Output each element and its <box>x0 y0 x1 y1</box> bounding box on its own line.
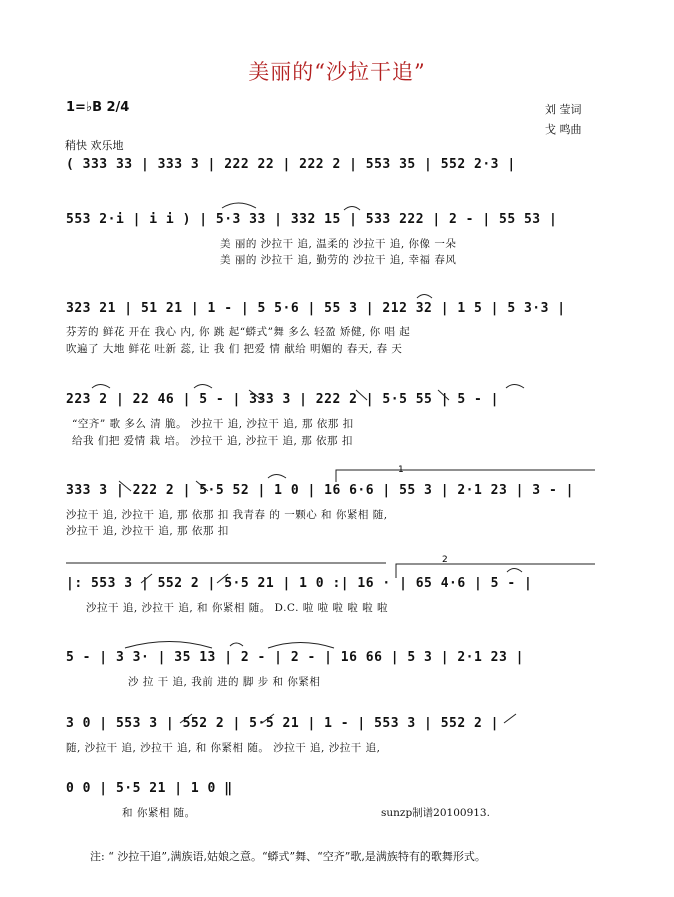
glissando-mark <box>141 574 152 583</box>
slur <box>194 385 212 389</box>
glissando-mark <box>504 714 516 723</box>
lyrics-row-2-verse-1: 美 丽的 沙拉干 追, 温柔的 沙拉干 追, 你像 一朵 <box>220 238 457 250</box>
glissando-mark <box>180 714 192 723</box>
lyrics-row-8: 随, 沙拉干 追, 沙拉干 追, 和 你紧相 随。 沙拉干 追, 沙拉干 追, <box>66 742 381 754</box>
notation-row-3: 323 21 | 51 21 | 1 - | 5 5·6 | 55 3 | 212 32 | 1 5 | 5 3·3 | <box>66 301 566 316</box>
glissando-mark <box>217 574 228 583</box>
notation-row-2: 553 2·i | i i ) | 5·3 33 | 332 15 | 533 222 | 2 - | 55 53 | <box>66 212 558 227</box>
glissando-mark <box>262 714 274 723</box>
notation-row-9: 0 0 | 5·5 21 | 1 0 ‖ <box>66 781 233 796</box>
notation-row-7: 5 - | 3 3· | 35 13 | 2 - | 2 - | 16 66 | 5 3 | 2·1 23 | <box>66 650 524 665</box>
slur <box>92 385 110 389</box>
volta-2-bracket <box>396 564 595 578</box>
notation-row-8: 3 0 | 553 3 | 552 2 | 5·5 21 | 1 - | 553 3 | 552 2 | <box>66 716 499 731</box>
slur <box>230 643 243 646</box>
transcriber-signature: sunzp制谱20100913. <box>381 807 490 819</box>
slur <box>344 207 360 211</box>
composer-credit: 戈 鸣曲 <box>545 123 582 136</box>
volta-2-number: 2 <box>442 555 448 565</box>
lyrics-row-5-verse-1: 沙拉干 追, 沙拉干 追, 那 依那 扣 我青春 的 一颗心 和 你紧相 随, <box>66 509 388 521</box>
tempo-marking: 稍快 欢乐地 <box>65 139 124 152</box>
slur <box>125 642 212 649</box>
glissando-mark <box>119 481 131 491</box>
slur <box>268 643 334 649</box>
notation-row-5: 333 3 | 222 2 | 5·5 52 | 1 0 | 16 6·6 | 55 3 | 2·1 23 | 3 - | <box>66 483 574 498</box>
lyrics-row-6: 沙拉干 追, 沙拉干 追, 和 你紧相 随。 D.C. 啦 啦 啦 啦 啦 啦 <box>86 602 388 614</box>
key-signature: 1=♭B 2/4 <box>66 100 130 115</box>
song-title: 美丽的“沙拉干追” <box>248 60 426 84</box>
notation-row-1: ( 333 33 | 333 3 | 222 22 | 222 2 | 553 35 | 552 2·3 | <box>66 157 516 172</box>
notation-row-4: 223 2 | 22 46 | 5 - | 333 3 | 222 2 | 5·5 55 | 5 - | <box>66 392 499 407</box>
volta-1-number: 1 <box>398 465 404 475</box>
footnote: 注: “ 沙拉干追”,满族语,姑娘之意。“蟒式”舞、“空齐”歌,是满族特有的歌舞形式。 <box>90 850 486 863</box>
lyrics-row-3-verse-1: 芬芳的 鲜花 开在 我心 内, 你 跳 起“蟒式”舞 多么 轻盈 矫健, 你 唱 起 <box>66 326 411 338</box>
lyrics-row-4-verse-2: 给我 们把 爱情 栽 培。 沙拉干 追, 沙拉干 追, 那 依那 扣 <box>72 435 353 447</box>
slur <box>417 295 432 299</box>
lyricist-credit: 刘 莹词 <box>545 103 582 116</box>
glissando-mark <box>438 390 449 400</box>
lyrics-row-5-verse-2: 沙拉干 追, 沙拉干 追, 那 依那 扣 <box>66 525 229 537</box>
slur <box>506 385 524 389</box>
lyrics-row-9: 和 你紧相 随。 <box>122 807 196 819</box>
slur <box>507 569 522 573</box>
notation-row-6: |: 553 3 | 552 2 | 5·5 21 | 1 0 :| 16 · | 65 4·6 | 5 - | <box>66 576 533 591</box>
lyrics-row-3-verse-2: 吹遍了 大地 鲜花 吐新 蕊, 让 我 们 把爱 情 献给 明媚的 春天, 春 天 <box>66 343 403 355</box>
glissando-mark <box>249 390 262 400</box>
volta-1-bracket <box>336 470 595 482</box>
glissando-mark <box>196 481 208 491</box>
slur <box>222 203 256 208</box>
lyrics-row-7: 沙 拉 干 追, 我前 进的 脚 步 和 你紧相 <box>128 676 321 688</box>
glissando-mark <box>356 390 367 400</box>
lyrics-row-2-verse-2: 美 丽的 沙拉干 追, 勤劳的 沙拉干 追, 幸福 春风 <box>220 254 457 266</box>
lyrics-row-4-verse-1: “空齐” 歌 多么 清 脆。 沙拉干 追, 沙拉干 追, 那 依那 扣 <box>72 418 354 430</box>
slur <box>268 475 286 479</box>
